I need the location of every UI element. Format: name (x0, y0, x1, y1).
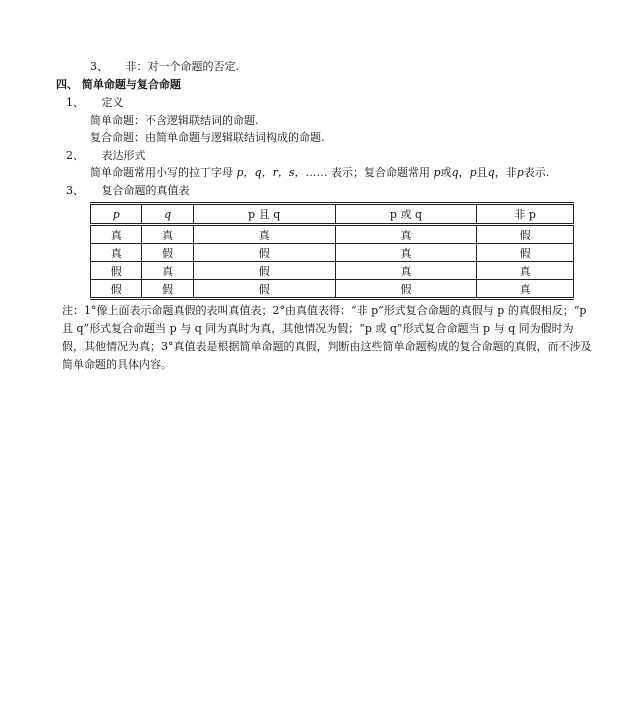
expression-heading (66, 149, 146, 163)
table-cell: 真 (335, 244, 477, 262)
expr-letters: p，q，r，s，…… (236, 166, 328, 179)
table-note: 注：1°像上面表示命题真假的表叫真值表；2°由真值表得：“非 p”形式复合命题的真假与 p 的真假相反；“p 且 q”形式复合命题当 p 与 q 同为真时为真，其他情况为假；“p 或 q”形式复合命题当 p 与 q 同为假时为假，其他情况为真；3°真值表是根据简单命题的真假，判断由这些简单命题构成的复合命题的真假，而不涉及简单命题的具体内容。 (62, 304, 592, 371)
table-cell: 假 (193, 262, 335, 280)
expression-text (90, 166, 549, 180)
expr-and-p: p (469, 166, 477, 179)
header-p: p (91, 204, 142, 225)
table-cell: 真 (335, 262, 477, 280)
table-row (91, 280, 574, 299)
header-q: q (142, 204, 193, 225)
header-p-or-q: p 或 q (335, 204, 477, 225)
table-cell: 真 (335, 225, 477, 244)
expr-text-mid: 表示；复合命题常用 (331, 166, 430, 179)
table-cell: 真 (477, 262, 574, 280)
table-cell: 真 (142, 225, 193, 244)
table-cell: 假 (193, 280, 335, 299)
table-cell: 假 (142, 244, 193, 262)
definition-number: 1、 (66, 96, 84, 109)
definition-heading (66, 96, 124, 110)
table-cell: 真 (91, 225, 142, 244)
table-cell: 假 (477, 244, 574, 262)
expression-title: 表达形式 (101, 149, 146, 162)
table-cell: 假 (142, 280, 193, 299)
truth-table (90, 202, 574, 300)
expr-sep-1: ， (458, 166, 470, 179)
expr-sep-2: ，非 (494, 166, 517, 179)
definition-title: 定义 (101, 96, 124, 109)
table-cell: 假 (335, 280, 477, 299)
header-p-and-q: p 且 q (193, 204, 335, 225)
negation-number: 3、 (90, 60, 108, 73)
table-row (91, 262, 574, 280)
expr-not-p: p (516, 166, 524, 179)
table-row (91, 225, 574, 244)
table-cell: 真 (91, 244, 142, 262)
section-heading: 四、 简单命题与复合命题 (56, 78, 181, 91)
truth-table-header-row (91, 204, 574, 225)
expr-or-q: q (451, 166, 459, 179)
expr-or-word: 或 (440, 166, 452, 179)
table-cell: 假 (91, 262, 142, 280)
header-not-p: 非 p (477, 204, 574, 225)
expression-number: 2、 (66, 149, 84, 162)
table-cell: 假 (477, 225, 574, 244)
table-cell: 假 (193, 244, 335, 262)
expr-or-p: p (433, 166, 441, 179)
expr-and-q: q (487, 166, 495, 179)
compound-proposition-def: 复合命题：由简单命题与逻辑联结词构成的命题. (90, 131, 325, 144)
table-cell: 真 (142, 262, 193, 280)
negation-text: 非：对一个命题的否定. (125, 60, 239, 73)
expr-text-end: 表示. (523, 166, 550, 179)
truth-table-number: 3、 (66, 184, 84, 197)
negation-item (90, 60, 239, 74)
expr-and-word: 且 (476, 166, 488, 179)
simple-proposition-def: 简单命题：不含逻辑联结词的命题. (90, 114, 259, 127)
truth-table-heading (66, 184, 190, 198)
table-cell: 真 (193, 225, 335, 244)
table-row (91, 244, 574, 262)
truth-table-title: 复合命题的真值表 (101, 184, 190, 197)
expr-text-pre: 简单命题常用小写的拉丁字母 (90, 166, 233, 179)
table-cell: 真 (477, 280, 574, 299)
table-cell: 假 (91, 280, 142, 299)
